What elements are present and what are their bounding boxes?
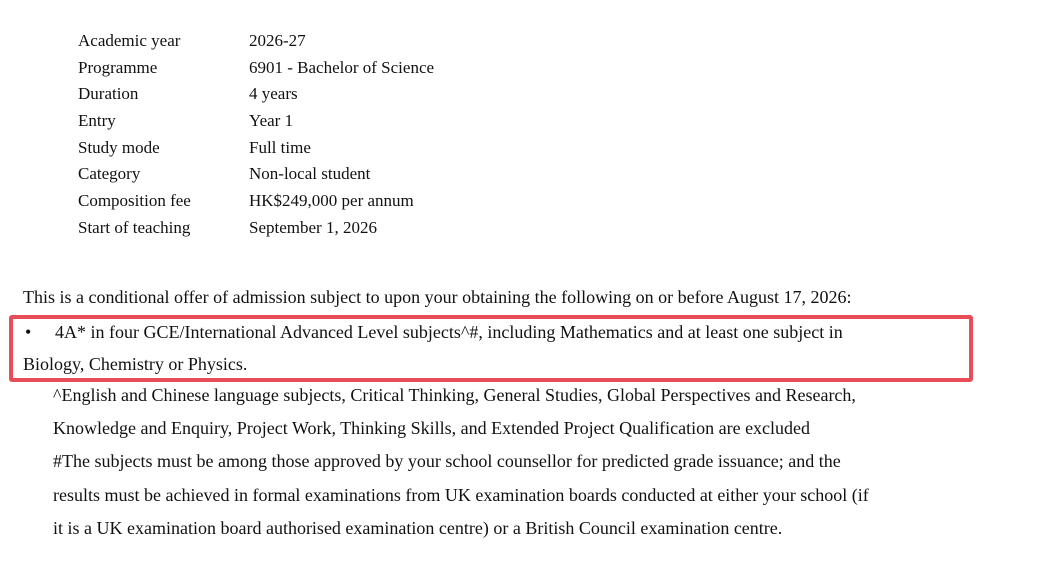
detail-label: Study mode [78,137,160,157]
programme-details-table [78,28,434,242]
detail-value: Full time [249,137,311,157]
note-line: #The subjects must be among those approved by your school counsellor for predicted grade issuance; and the [53,451,841,472]
detail-row-duration [78,81,434,108]
detail-value: Non-local student [249,164,371,184]
detail-value: 4 years [249,84,298,104]
note-line: Knowledge and Enquiry, Project Work, Thinking Skills, and Extended Project Qualification are excluded [53,418,811,439]
detail-label: Start of teaching [78,217,191,237]
detail-value: 2026-27 [249,31,306,50]
bullet-icon: • [25,322,32,342]
highlight-annotation-box [9,315,973,382]
requirement-text-1: 4A* in four GCE/International Advanced Level subjects^#, including Mathematics and at least one subject in [55,322,843,342]
detail-value: September 1, 2026 [249,217,377,237]
requirement-line-2: Biology, Chemistry or Physics. [23,354,248,374]
note-line: results must be achieved in formal examinations from UK examination boards conducted at either your school (if [53,484,869,505]
detail-row-academic-year [78,28,434,55]
offer-intro-text: This is a conditional offer of admission subject to upon your obtaining the following on or before August 17, 2026: [23,287,852,307]
detail-label: Category [78,164,141,184]
note-line: ^English and Chinese language subjects, Critical Thinking, General Studies, Global Perspectives and Research, [53,385,856,405]
detail-value: Year 1 [249,111,294,131]
note-line: it is a UK examination board authorised examination centre) or a British Council examination centre. [53,517,783,538]
detail-label: Composition fee [78,191,191,211]
detail-row-start-of-teaching [78,215,434,242]
detail-row-composition-fee [78,188,434,215]
detail-label: Duration [78,84,139,104]
detail-row-study-mode [78,135,434,162]
detail-row-entry [78,108,434,135]
detail-label: Academic year [78,31,181,50]
detail-value: 6901 - Bachelor of Science [249,57,435,77]
detail-label: Programme [78,57,158,77]
detail-value: HK$249,000 per annum [249,191,414,211]
detail-row-category [78,161,434,188]
detail-label: Entry [78,111,116,131]
detail-row-programme [78,55,434,82]
requirement-notes [53,379,869,545]
